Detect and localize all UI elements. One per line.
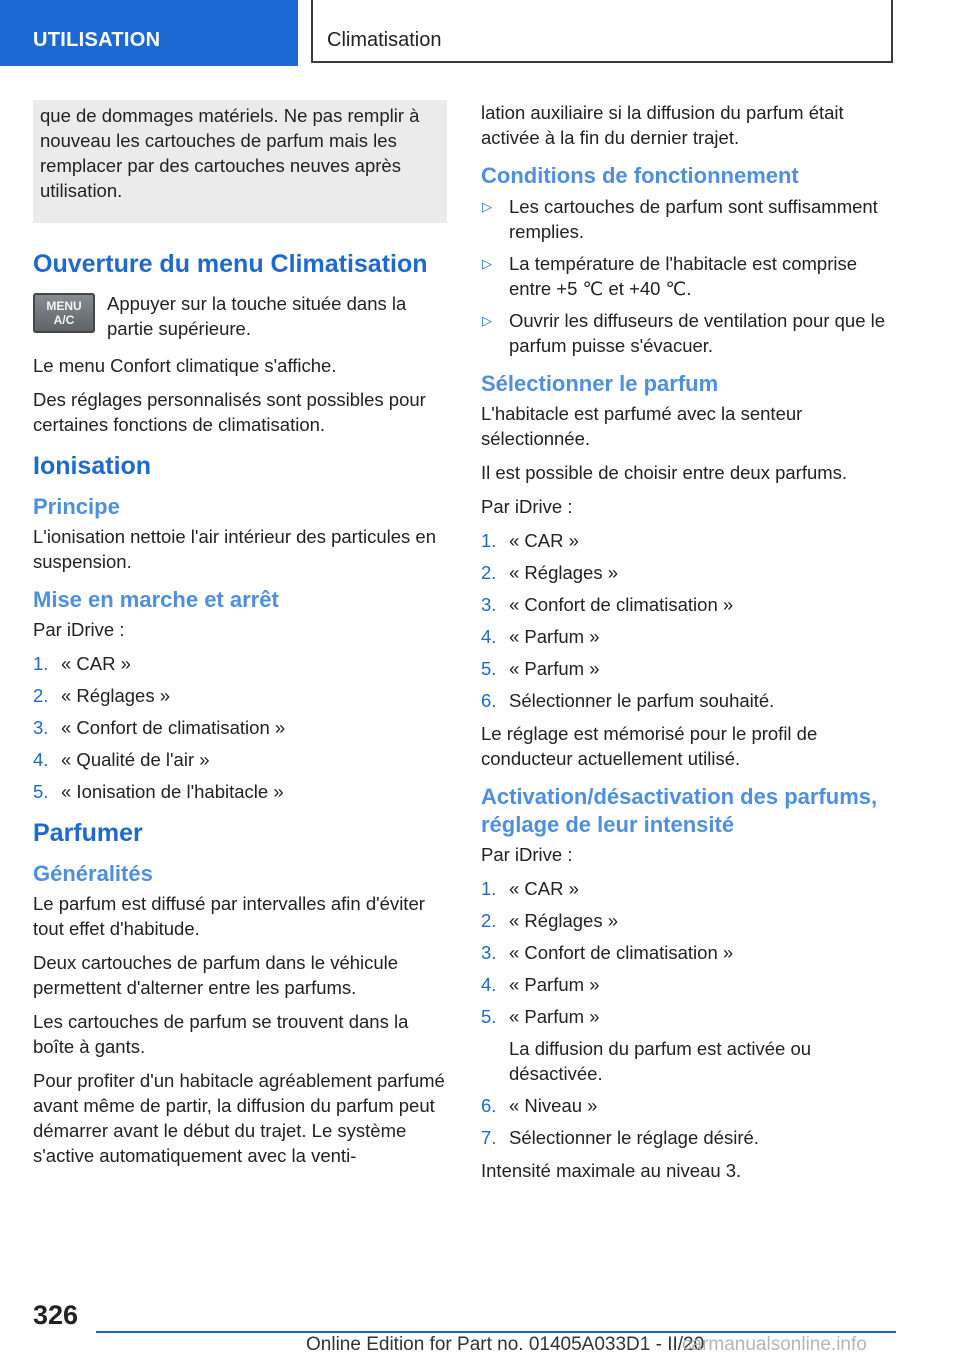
step-number: 3. [481,594,497,615]
list-item [33,747,447,772]
triangle-bullet-icon: ▷ [482,313,492,328]
list-item [481,972,895,997]
step-number: 1. [481,878,497,899]
step-number: 5. [33,781,49,802]
paragraph: Intensité maximale au niveau 3. [481,1160,742,1181]
left-column [33,100,447,1177]
list-item [481,876,895,901]
step-number: 4. [481,626,497,647]
step-number: 2. [33,685,49,706]
heading-parfumer: Parfumer [33,819,143,847]
paragraph: Il est possible de choisir entre deux parfums. [481,462,848,483]
step-text: « Parfum » [509,626,600,647]
paragraph: Par iDrive : [481,844,573,865]
heading-ionisation: Ionisation [33,452,152,480]
heading-menu-climatisation: Ouverture du menu Climatisation [33,250,428,278]
menu-instruction [33,291,447,341]
select-steps [481,528,895,713]
right-column [481,100,895,1192]
paragraph: Par iDrive : [33,619,125,640]
activation-steps [481,876,895,1150]
list-item [33,651,447,676]
paragraph: Pour profiter d'un habitacle agréablement parfumé avant même de partir, la diffusion du parfum peut démarrer avant le début du trajet. Le système s'active automatiquement avec la venti- [33,1070,445,1166]
step-text: « Ionisation de l'habitacle » [61,781,284,802]
list-item-text: La température de l'habitacle est comprise entre +5 ℃ et +40 ℃. [509,253,858,299]
subheading-selectionner: Sélectionner le parfum [481,371,719,396]
list-item [481,1093,895,1118]
menu-icon-line2: A/C [53,313,75,327]
subheading-principe: Principe [33,494,120,519]
paragraph: Des réglages personnalisés sont possibles pour certaines fonctions de climatisation. [33,389,426,435]
edition-text: Online Edition for Part no. 01405A033D1 - II/20 [306,1334,705,1355]
list-item [481,592,895,617]
step-text: « Confort de climatisation » [61,717,286,738]
ionisation-steps [33,651,447,804]
subheading-generalites: Généralités [33,861,153,886]
watermark: carmanualsonline.info [682,1334,867,1355]
note-text: que de dommages matériels. Ne pas remplir à nouveau les cartouches de parfum mais les remplacer par des cartouches neuves après utilisation. [40,105,420,201]
step-text: « Réglages » [61,685,171,706]
step-number: 3. [481,942,497,963]
paragraph: Les cartouches de parfum se trouvent dans la boîte à gants. [33,1011,409,1057]
step-text: Sélectionner le réglage désiré. [509,1127,759,1148]
chapter-box [311,0,893,63]
menu-ac-button-icon [33,293,95,333]
triangle-bullet-icon: ▷ [482,256,492,271]
section-tab [0,0,298,66]
step-text: « Confort de climatisation » [509,594,734,615]
list-item [481,1004,895,1086]
paragraph: Par iDrive : [481,496,573,517]
step-text: « Confort de climatisation » [509,942,734,963]
list-item [481,308,895,358]
list-item [481,908,895,933]
step-text: « CAR » [509,878,579,899]
page-number: 326 [33,1300,79,1330]
paragraph: Le parfum est diffusé par intervalles afin d'éviter tout effet d'habitude. [33,893,425,939]
paragraph: Le menu Confort climatique s'affiche. [33,355,337,376]
step-number: 6. [481,1095,497,1116]
paragraph: lation auxiliaire si la diffusion du parfum était activée à la fin du dernier trajet. [481,102,844,148]
list-item [481,194,895,244]
step-text: « Réglages » [509,562,619,583]
list-item [33,683,447,708]
list-item-text: Les cartouches de parfum sont suffisamment remplies. [509,196,878,242]
list-item [481,251,895,301]
list-item [481,940,895,965]
subheading-activation: Activation/désactivation des parfums, réglage de leur intensité [481,784,878,837]
subheading-mise-en-marche: Mise en marche et arrêt [33,587,279,612]
step-number: 6. [481,690,497,711]
list-item [481,560,895,585]
step-text: « CAR » [61,653,131,674]
step-number: 4. [33,749,49,770]
list-item [481,528,895,553]
step-number: 2. [481,562,497,583]
step-text: « Parfum » [509,1006,600,1027]
paragraph: L'ionisation nettoie l'air intérieur des particules en suspension. [33,526,436,572]
menu-instruction-text: Appuyer sur la touche située dans la partie supérieure. [107,293,407,339]
triangle-bullet-icon: ▷ [482,199,492,214]
step-number: 5. [481,1006,497,1027]
paragraph: Le réglage est mémorisé pour le profil de conducteur actuellement utilisé. [481,723,818,769]
list-item [33,779,447,804]
list-item [481,688,895,713]
step-text: « Parfum » [509,974,600,995]
step-number: 7. [481,1127,497,1148]
chapter-title: Climatisation [327,29,442,51]
step-number: 4. [481,974,497,995]
list-item [481,656,895,681]
menu-icon-line1: MENU [46,299,82,313]
footer-rule [96,1331,896,1333]
list-item-text: Ouvrir les diffuseurs de ventilation pour que le parfum puisse s'évacuer. [509,310,886,356]
list-item [481,624,895,649]
step-text: « Réglages » [509,910,619,931]
step-number: 2. [481,910,497,931]
paragraph: Deux cartouches de parfum dans le véhicule permettent d'alterner entre les parfums. [33,952,399,998]
list-item [481,1125,895,1150]
step-number: 1. [33,653,49,674]
step-number: 3. [33,717,49,738]
step-text: « Parfum » [509,658,600,679]
step-text: « Qualité de l'air » [61,749,210,770]
step-number: 1. [481,530,497,551]
step-text: « CAR » [509,530,579,551]
subheading-conditions: Conditions de fonctionnement [481,163,799,188]
step-text: « Niveau » [509,1095,598,1116]
step-text: Sélectionner le parfum souhaité. [509,690,775,711]
warning-note [33,100,447,223]
step-subtext: La diffusion du parfum est activée ou désactivée. [509,1038,812,1084]
section-title: UTILISATION [33,29,161,51]
step-number: 5. [481,658,497,679]
conditions-list [481,194,895,358]
paragraph: L'habitacle est parfumé avec la senteur sélectionnée. [481,403,803,449]
list-item [33,715,447,740]
